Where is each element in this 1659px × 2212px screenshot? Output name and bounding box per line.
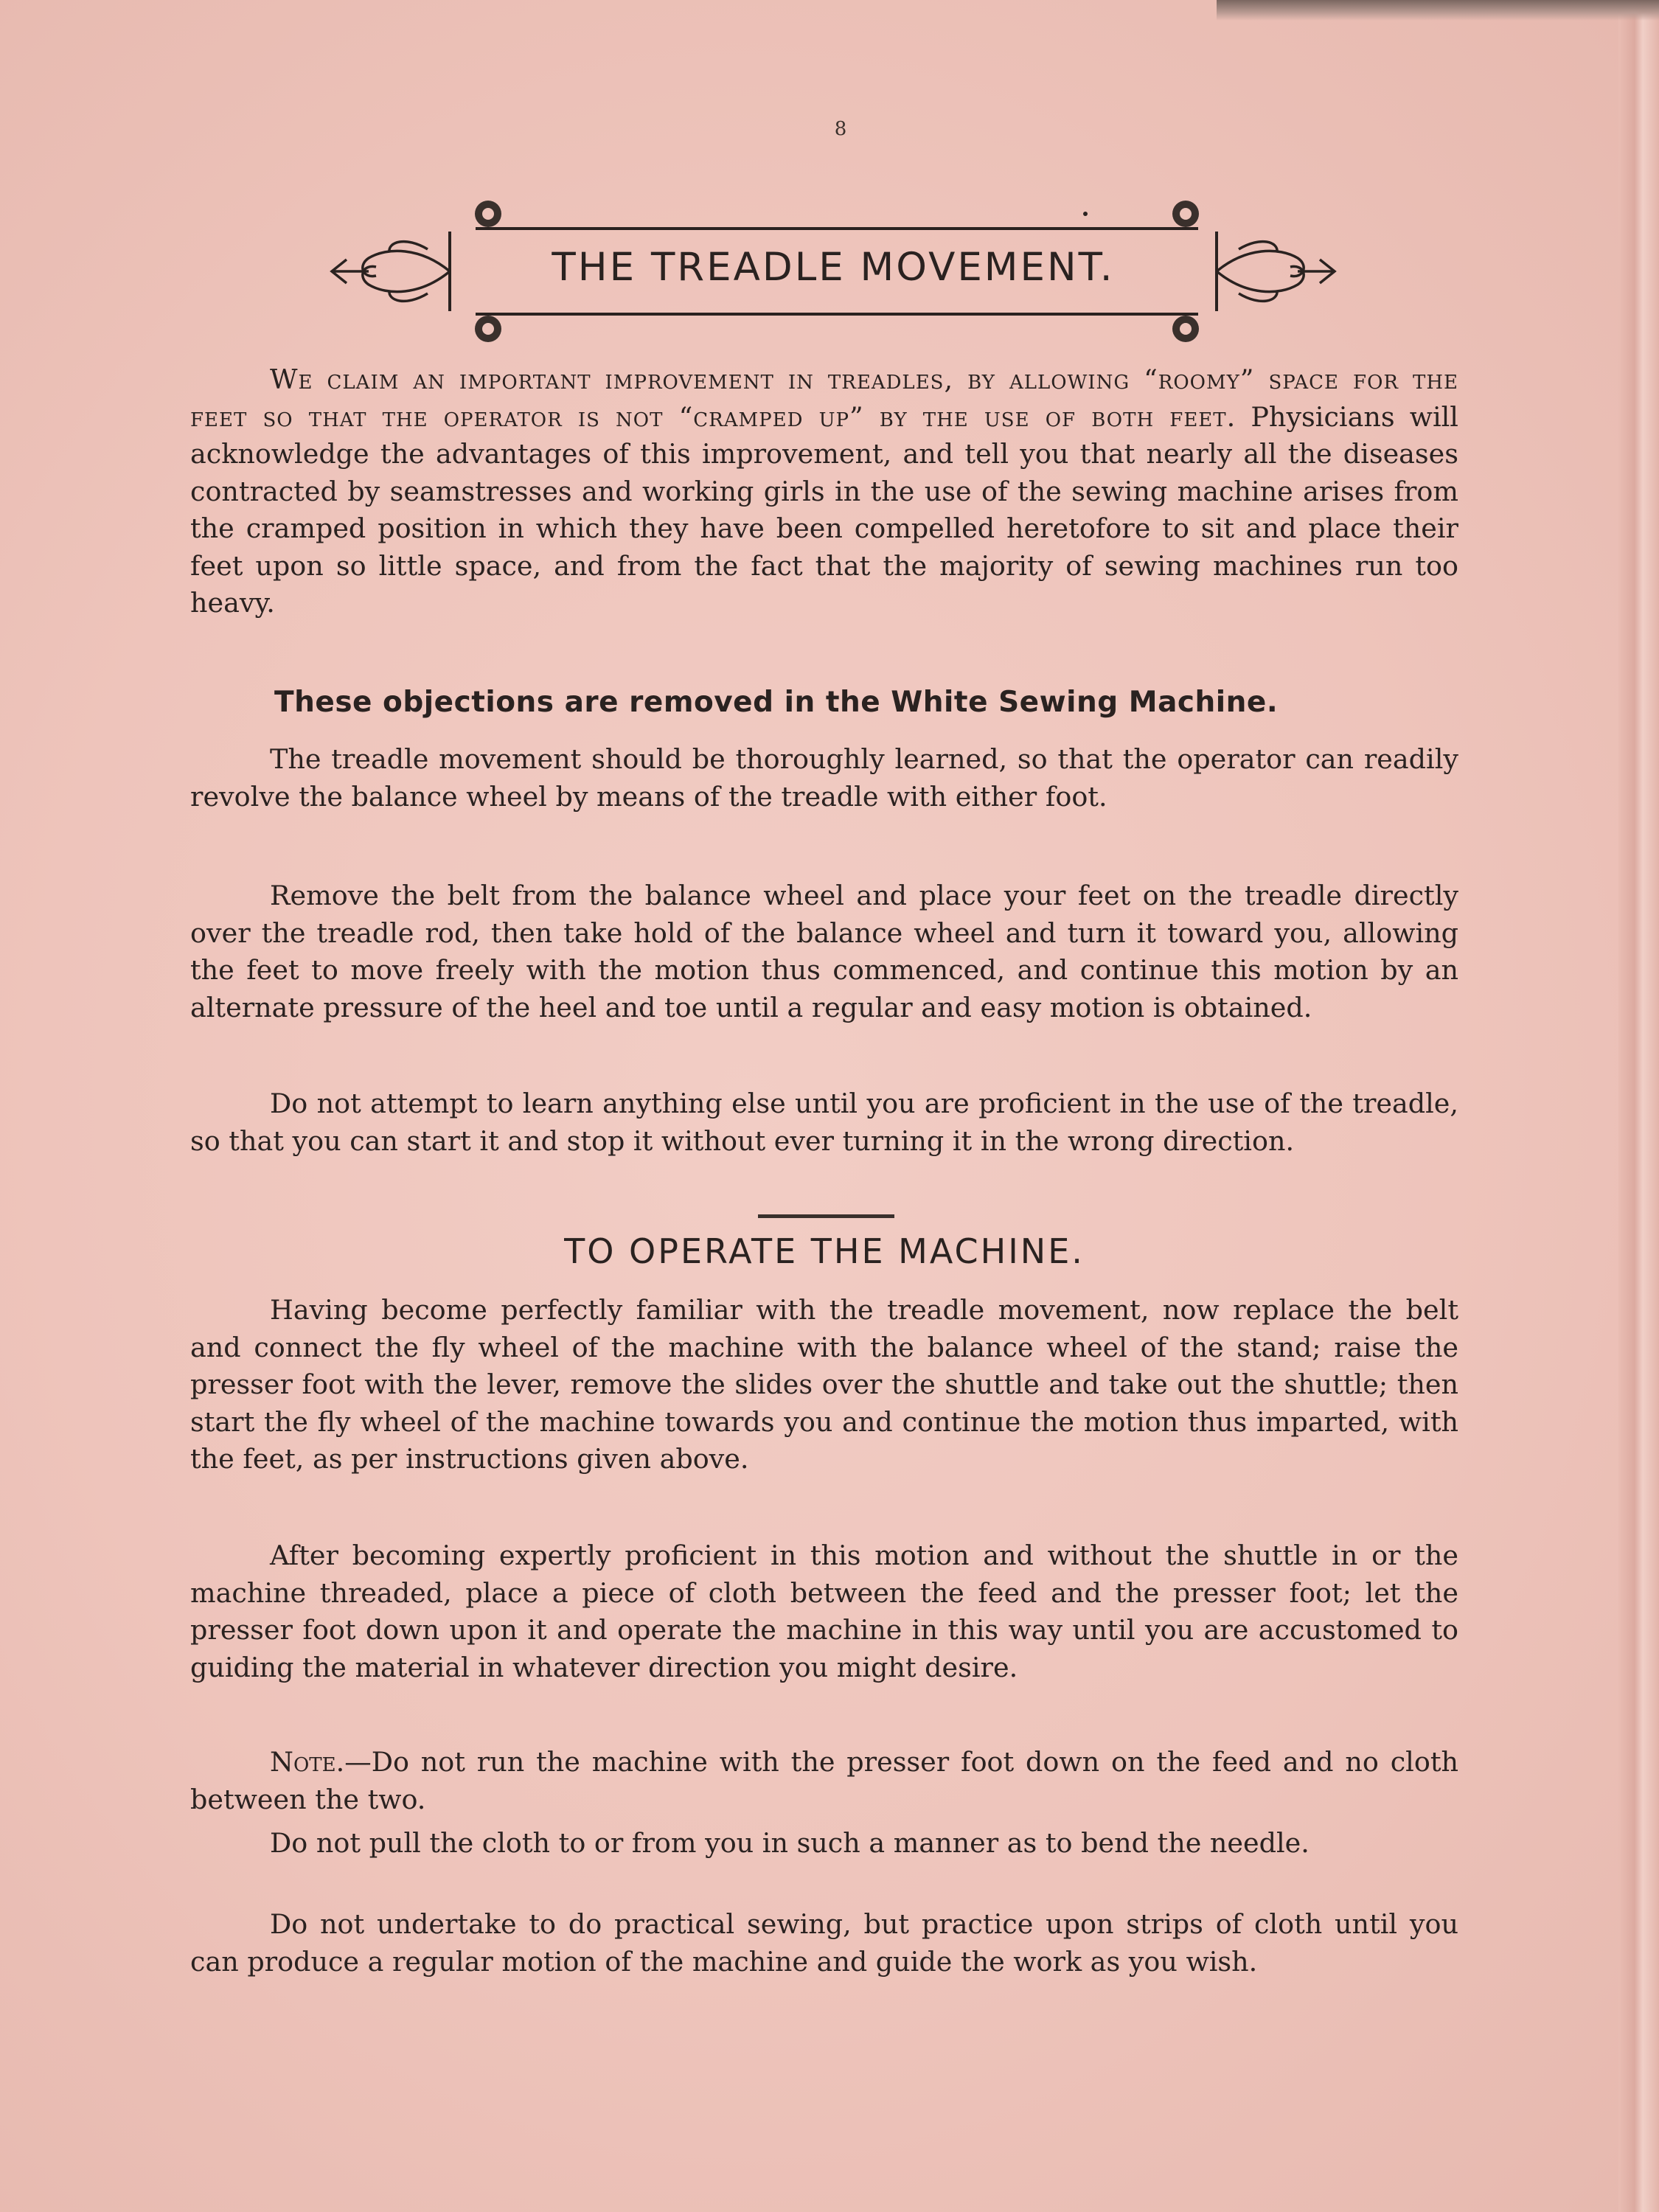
paragraph-replace-belt: Having become perfectly familiar with the treadle movement, now replace the belt and connect the fly wheel of the machine with the balance wheel of the stand; raise the presser foot with the lever, remove the slides over the shuttle and take out the shuttle; then start the fly wheel of the machine towards you and continue the motion thus imparted, with the feet, as per instructions given above. xyxy=(190,1294,1458,1475)
paragraph-claim-lead: We claim an important improvement in treadles, by allowing “roomy” space for the feet so that the operator is not “cramped up” by the use of both feet. xyxy=(190,364,1458,433)
page-number: 8 xyxy=(834,118,847,140)
page-spine-edge xyxy=(1618,0,1659,2212)
paragraph-proficient: Do not attempt to learn anything else until you are proficient in the use of the treadle, so that you can start it and stop it without ever turning it in the wrong direction. xyxy=(190,1088,1458,1157)
paragraph-expert: After becoming expertly proficient in this motion and without the shuttle in or the machine threaded, place a piece of cloth between the feed and the presser foot; let the presser foot down upon it and operate the machine in this way until you are accustomed to guiding the material in whatever direction you might desire. xyxy=(190,1540,1458,1683)
section-title-treadle: THE TREADLE MOVEMENT. xyxy=(552,245,1115,290)
section-title-banner xyxy=(317,184,1349,361)
emphasis-line: These objections are removed in the White Sewing Machine. xyxy=(274,686,1279,719)
section-divider xyxy=(758,1214,894,1218)
paragraph-remove-belt: Remove the belt from the balance wheel and place your feet on the treadle directly over the treadle rod, then take hold of the balance wheel and turn it toward you, allowing the feet to move freely with the motion thus commenced, and continue this motion by an alternate pressure of the heel and toe until a regular and easy motion is obtained. xyxy=(190,880,1458,1023)
paragraph-treadle-learn: The treadle movement should be thoroughly learned, so that the operator can readily revolve the balance wheel by means of the treadle with either foot. xyxy=(190,743,1458,813)
note-text: —Do not run the machine with the presser foot down on the feed and no cloth between the two. xyxy=(190,1746,1458,1815)
paragraph-note xyxy=(190,1744,1458,1818)
note-label: Note. xyxy=(270,1746,345,1778)
paragraph-claim xyxy=(190,361,1458,622)
section-title-operate: TO OPERATE THE MACHINE. xyxy=(564,1231,1085,1271)
paragraph-practice: Do not undertake to do practical sewing, but practice upon strips of cloth until you can produce a regular motion of the machine and guide the work as you wish. xyxy=(190,1908,1458,1978)
paragraph-pull-cloth: Do not pull the cloth to or from you in such a manner as to bend the needle. xyxy=(270,1827,1310,1859)
paragraph-claim-rest: Physicians will acknowledge the advantages of this improvement, and tell you that nearly all the diseases contracted by seamstresses and working girls in the use of the sewing machine arises from the cramped position in which they have been compelled heretofore to sit and place their feet upon so little space, and from the fact that the majority of sewing machines run too heavy. xyxy=(190,400,1458,619)
page-top-edge-shadow xyxy=(1217,0,1659,21)
